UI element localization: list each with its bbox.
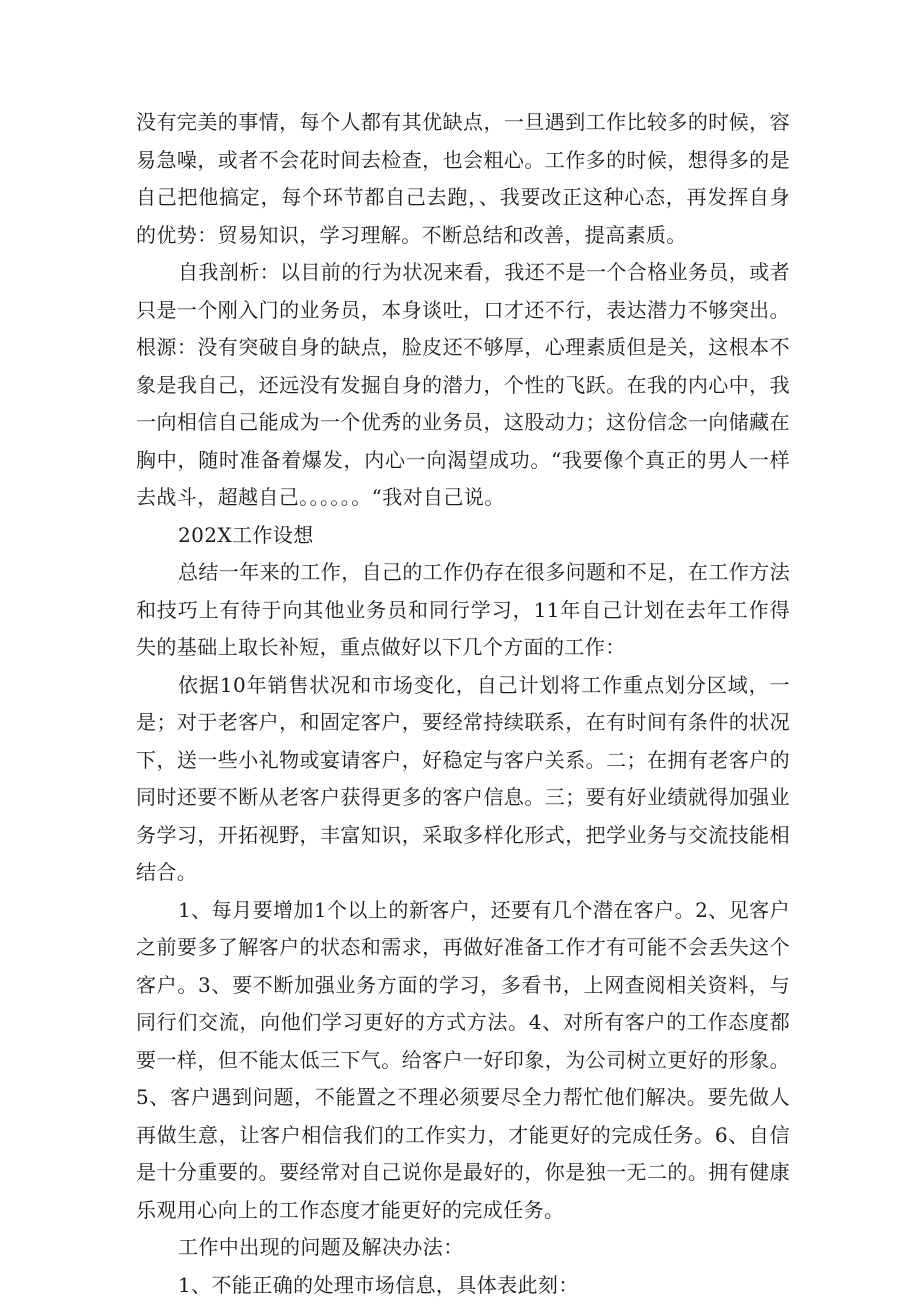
- paragraph-summary: 总结一年来的工作，自己的工作仍存在很多问题和不足，在工作方法和技巧上有待于向其他业务员和同行学习，11年自己计划在去年工作得失的基础上取长补短，重点做好以下几个方面的工作：: [136, 554, 790, 667]
- document-body: [136, 104, 790, 1304]
- paragraph-1: 没有完美的事情，每个人都有其优缺点，一旦遇到工作比较多的时候，容易急噪，或者不会花时间去检查，也会粗心。工作多的时候，想得多的是自己把他搞定，每个环节都自己去跑，、我要改正这种心态，再发挥自身的优势：贸易知识，学习理解。不断总结和改善，提高素质。: [136, 104, 790, 254]
- paragraph-numbered-goals: 1、每月要增加1个以上的新客户，还要有几个潜在客户。2、见客户之前要多了解客户的状态和需求，再做好准备工作才有可能不会丢失这个客户。3、要不断加强业务方面的学习，多看书，上网查阅相关资料，与同行们交流，向他们学习更好的方式方法。4、对所有客户的工作态度都要一样，但不能太低三下气。给客户一好印象，为公司树立更好的形象。5、客户遇到问题，不能置之不理必须要尽全力帮忙他们解决。要先做人再做生意，让客户相信我们的工作实力，才能更好的完成任务。6、自信是十分重要的。要经常对自己说你是最好的，你是独一无二的。拥有健康乐观用心向上的工作态度才能更好的完成任务。: [136, 892, 790, 1230]
- paragraph-problem-1: 1、不能正确的处理市场信息，具体表此刻：: [136, 1267, 790, 1304]
- paragraph-self-analysis: 自我剖析：以目前的行为状况来看，我还不是一个合格业务员，或者只是一个刚入门的业务员，本身谈吐，口才还不行，表达潜力不够突出。根源：没有突破自身的缺点，脸皮还不够厚，心理素质但是关，这根本不象是我自己，还远没有发掘自身的潜力，个性的飞跃。在我的内心中，我一向相信自己能成为一个优秀的业务员，这股动力；这份信念一向储藏在胸中，随时准备着爆发，内心一向渴望成功。“我要像个真正的男人一样去战斗，超越自己。。。。。。“我对自己说。: [136, 254, 790, 517]
- section-heading-work-plan: 202X工作设想: [136, 517, 790, 555]
- paragraph-region-plan: 依据10年销售状况和市场变化，自己计划将工作重点划分区域，一是；对于老客户，和固定客户，要经常持续联系，在有时间有条件的状况下，送一些小礼物或宴请客户，好稳定与客户关系。二；在拥有老客户的同时还要不断从老客户获得更多的客户信息。三；要有好业绩就得加强业务学习，开拓视野，丰富知识，采取多样化形式，把学业务与交流技能相结合。: [136, 667, 790, 892]
- paragraph-problems-heading: 工作中出现的问题及解决办法：: [136, 1229, 790, 1267]
